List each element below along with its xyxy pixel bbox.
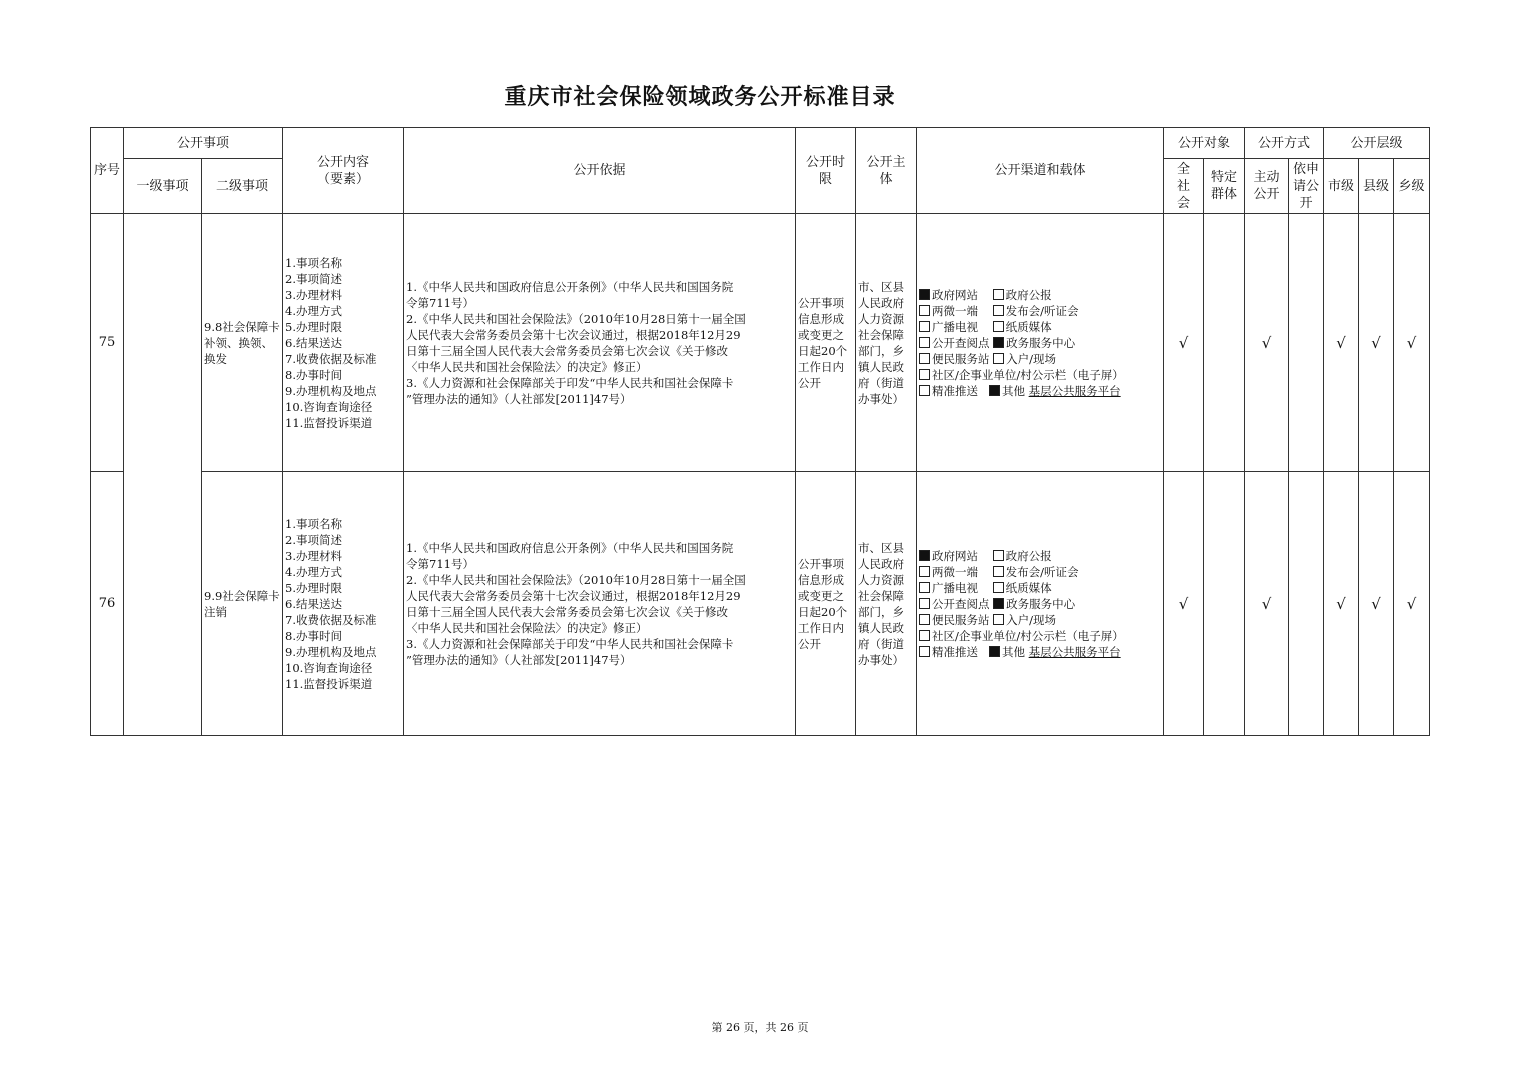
unchecked-box-icon	[919, 614, 930, 625]
text-line: 9.办理机构及地点	[285, 383, 377, 398]
header-method: 公开方式	[1245, 128, 1324, 159]
header-matter: 公开事项	[124, 128, 283, 159]
unchecked-box-icon	[919, 582, 930, 593]
text-line: 10.咨询查询途径	[285, 399, 373, 414]
row-check-all: √	[1164, 472, 1204, 736]
row-subject: 市、区县人民政府人力资源社会保障部门，乡镇人民政府（街道办事处）	[856, 472, 917, 736]
text-line: 2.事项简述	[285, 532, 342, 547]
row-subject: 市、区县人民政府人力资源社会保障部门，乡镇人民政府（街道办事处）	[856, 214, 917, 472]
unchecked-box-icon	[919, 337, 930, 348]
checked-box-icon	[919, 289, 930, 300]
unchecked-box-icon	[993, 566, 1004, 577]
unchecked-box-icon	[919, 353, 930, 364]
text-line: 7.收费依据及标准	[285, 351, 377, 366]
header-level-city: 市级	[1324, 159, 1359, 214]
text-line: 5.办理时限	[285, 580, 342, 595]
checked-box-icon	[993, 337, 1004, 348]
unchecked-box-icon	[919, 566, 930, 577]
header-channel: 公开渠道和载体	[917, 128, 1164, 214]
text-line: 6.结果送达	[285, 335, 342, 350]
text-line: 2.《中华人民共和国社会保险法》（2010年10月28日第十一届全国	[406, 572, 746, 587]
text-line: 4.办理方式	[285, 303, 342, 318]
row-check-town: √	[1394, 472, 1430, 736]
text-line: 3.《人力资源和社会保障部关于印发“中华人民共和国社会保障卡	[406, 636, 734, 651]
unchecked-box-icon	[993, 289, 1004, 300]
row-check-specific	[1204, 472, 1245, 736]
text-line: 人民代表大会常务委员会第十七次会议通过，根据2018年12月29	[406, 327, 741, 342]
unchecked-box-icon	[993, 550, 1004, 561]
row-check-specific	[1204, 214, 1245, 472]
unchecked-box-icon	[919, 646, 930, 657]
text-line: 6.结果送达	[285, 596, 342, 611]
header-seq: 序号	[91, 128, 124, 214]
header-level-county: 县级	[1359, 159, 1394, 214]
row-check-active: √	[1245, 214, 1289, 472]
row-time-limit: 公开事项信息形成或变更之日起20个工作日内公开	[796, 472, 856, 736]
checked-box-icon	[989, 646, 1000, 657]
header-basis: 公开依据	[404, 128, 796, 214]
unchecked-box-icon	[919, 630, 930, 641]
text-line: 5.办理时限	[285, 319, 342, 334]
header-level-town: 乡级	[1394, 159, 1430, 214]
text-line: 8.办事时间	[285, 628, 342, 643]
row-channel: 政府网站 政府公报 两微一端 发布会/听证会 广播电视 纸质媒体 公开查阅点 政务服务中心 便民服务站 入户/现场 社区/企事业单位/村公示栏（电子屏） 精准推送 其他 基层公共服务平台	[917, 214, 1164, 472]
unchecked-box-icon	[919, 385, 930, 396]
row-seq: 76	[91, 472, 124, 736]
text-line: 〈中华人民共和国社会保险法〉的决定》修正）	[406, 620, 648, 635]
header-target: 公开对象	[1164, 128, 1245, 159]
document-title: 重庆市社会保险领域政务公开标准目录	[504, 84, 896, 110]
text-line: 1.《中华人民共和国政府信息公开条例》（中华人民共和国国务院	[406, 540, 734, 555]
unchecked-box-icon	[919, 305, 930, 316]
row-check-county: √	[1359, 472, 1394, 736]
row-check-city: √	[1324, 214, 1359, 472]
text-line: 1.事项名称	[285, 255, 342, 270]
text-line: 〈中华人民共和国社会保险法〉的决定》修正）	[406, 359, 648, 374]
text-line: 8.办事时间	[285, 367, 342, 382]
row-check-apply	[1289, 472, 1324, 736]
text-line: 4.办理方式	[285, 564, 342, 579]
header-subject: 公开主体	[856, 128, 917, 214]
header-method-apply: 依申请公开	[1289, 159, 1324, 214]
unchecked-box-icon	[919, 369, 930, 380]
catalog-table	[90, 127, 1430, 736]
text-line: 2.事项简述	[285, 271, 342, 286]
row-check-town: √	[1394, 214, 1430, 472]
checked-box-icon	[993, 598, 1004, 609]
header-time-limit: 公开时限	[796, 128, 856, 214]
row-seq: 75	[91, 214, 124, 472]
text-line: ”管理办法的通知》（人社部发[2011]47号）	[406, 391, 632, 406]
header-level: 公开层级	[1324, 128, 1430, 159]
text-line: 人民代表大会常务委员会第十七次会议通过，根据2018年12月29	[406, 588, 741, 603]
text-line: 令第711号）	[406, 556, 474, 571]
header-content: 公开内容（要素）	[283, 128, 404, 214]
text-line: 3.《人力资源和社会保障部关于印发“中华人民共和国社会保障卡	[406, 375, 734, 390]
table-row	[91, 472, 1430, 736]
row-check-apply	[1289, 214, 1324, 472]
header-level2: 二级事项	[202, 159, 283, 214]
unchecked-box-icon	[993, 305, 1004, 316]
unchecked-box-icon	[919, 598, 930, 609]
checked-box-icon	[989, 385, 1000, 396]
header-method-active: 主动公开	[1245, 159, 1289, 214]
text-line: 1.《中华人民共和国政府信息公开条例》（中华人民共和国国务院	[406, 279, 734, 294]
row-check-active: √	[1245, 472, 1289, 736]
table-row	[91, 214, 1430, 472]
page-number: 第 26 页，共 26 页	[711, 1021, 809, 1034]
text-line: ”管理办法的通知》（人社部发[2011]47号）	[406, 652, 632, 667]
text-line: 日第十三届全国人民代表大会常务委员会第七次会议《关于修改	[406, 343, 729, 358]
checked-box-icon	[919, 550, 930, 561]
text-line: 令第711号）	[406, 295, 474, 310]
text-line: 2.《中华人民共和国社会保险法》（2010年10月28日第十一届全国	[406, 311, 746, 326]
text-line: 11.监督投诉渠道	[285, 415, 373, 430]
unchecked-box-icon	[993, 582, 1004, 593]
header-level1: 一级事项	[124, 159, 202, 214]
text-line: 日第十三届全国人民代表大会常务委员会第七次会议《关于修改	[406, 604, 729, 619]
row-check-county: √	[1359, 214, 1394, 472]
header-target-all: 全社会	[1164, 159, 1204, 214]
unchecked-box-icon	[993, 321, 1004, 332]
unchecked-box-icon	[993, 353, 1004, 364]
text-line: 7.收费依据及标准	[285, 612, 377, 627]
unchecked-box-icon	[993, 614, 1004, 625]
row-items	[283, 214, 404, 472]
row-items	[283, 472, 404, 736]
header-target-specific: 特定群体	[1204, 159, 1245, 214]
row-level1	[124, 214, 202, 736]
text-line: 1.事项名称	[285, 516, 342, 531]
text-line: 3.办理材料	[285, 287, 342, 302]
row-basis	[404, 214, 796, 472]
text-line: 3.办理材料	[285, 548, 342, 563]
row-level2: 9.9社会保障卡注销	[202, 472, 283, 736]
row-check-all: √	[1164, 214, 1204, 472]
row-basis	[404, 472, 796, 736]
text-line: 9.办理机构及地点	[285, 644, 377, 659]
row-check-city: √	[1324, 472, 1359, 736]
row-channel: 政府网站 政府公报 两微一端 发布会/听证会 广播电视 纸质媒体 公开查阅点 政务服务中心 便民服务站 入户/现场 社区/企事业单位/村公示栏（电子屏） 精准推送 其他 基层公共服务平台	[917, 472, 1164, 736]
row-level2: 9.8社会保障卡补领、换领、换发	[202, 214, 283, 472]
row-time-limit: 公开事项信息形成或变更之日起20个工作日内公开	[796, 214, 856, 472]
text-line: 11.监督投诉渠道	[285, 676, 373, 691]
text-line: 10.咨询查询途径	[285, 660, 373, 675]
unchecked-box-icon	[919, 321, 930, 332]
